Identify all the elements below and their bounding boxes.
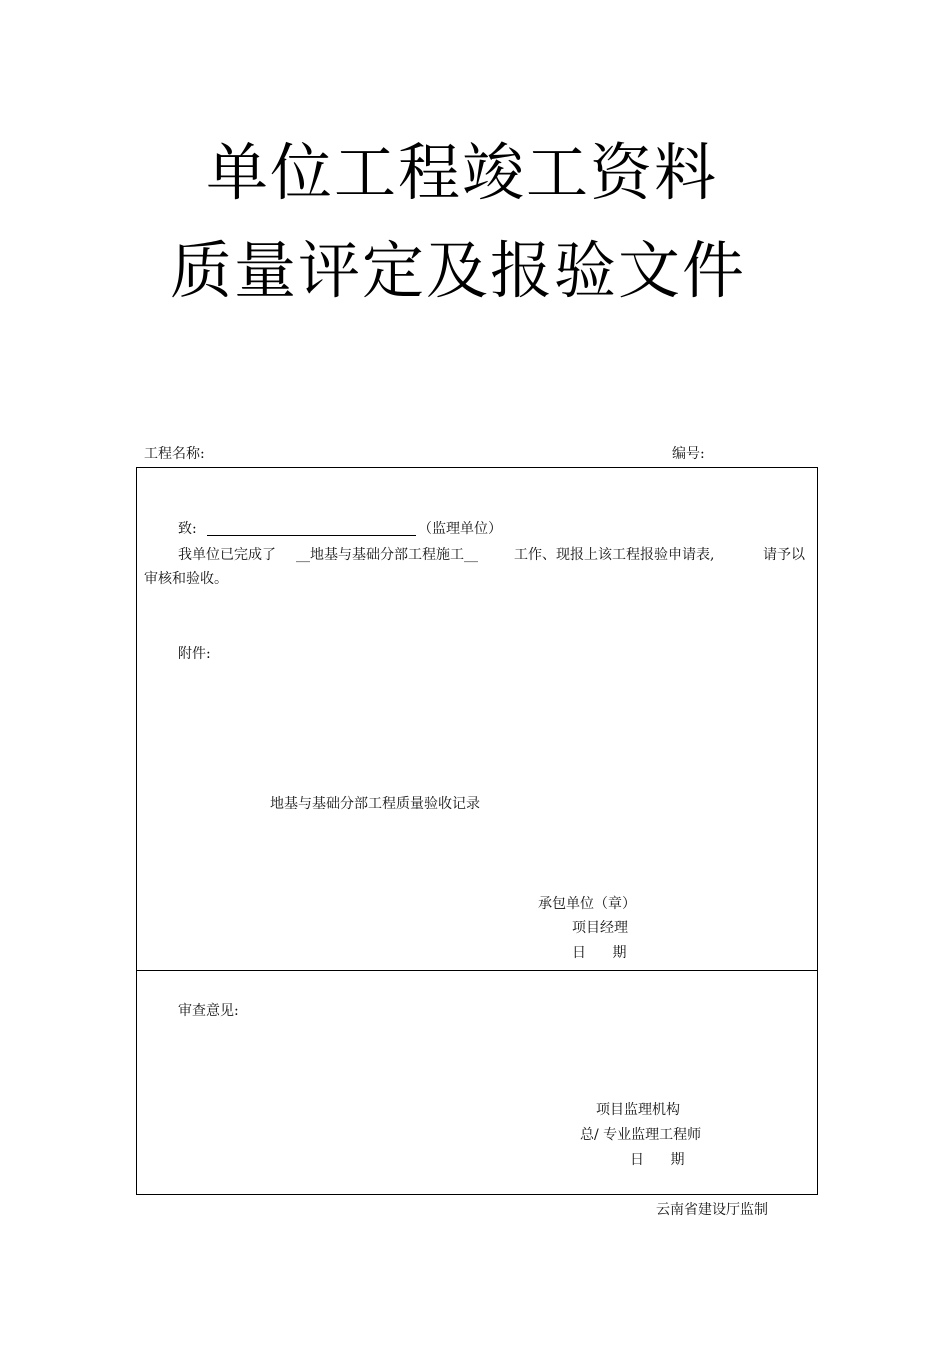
statement-text-part3: 请予以	[763, 547, 805, 563]
project-manager-label: 项目经理	[572, 920, 628, 936]
recipient-prefix: 致:	[178, 521, 197, 537]
recipient-blank-line	[207, 535, 416, 536]
supervising-engineer-label: 总/ 专业监理工程师	[580, 1127, 702, 1143]
submission-date-label: 日 期	[572, 945, 627, 961]
supervision-org-label: 项目监理机构	[596, 1102, 680, 1118]
contractor-seal-label: 承包单位（章）	[538, 896, 636, 912]
document-title-line2: 质量评定及报验文件	[170, 234, 747, 307]
attachment-label: 附件:	[178, 646, 211, 662]
recipient-suffix: （监理单位）	[418, 521, 502, 537]
review-date-label: 日 期	[630, 1152, 685, 1168]
statement-text-part1: 我单位已完成了	[178, 547, 276, 563]
project-name-label: 工程名称:	[144, 446, 205, 462]
review-opinion-label: 审查意见:	[178, 1003, 239, 1019]
application-form-box	[136, 467, 818, 1195]
review-section-divider	[137, 970, 817, 971]
issuer-footer: 云南省建设厅监制	[656, 1202, 768, 1218]
attachment-item: 地基与基础分部工程质量验收记录	[270, 796, 480, 812]
statement-text-line2: 审核和验收。	[144, 571, 228, 587]
statement-work-item: __地基与基础分部工程施工__	[296, 547, 478, 563]
document-number-label: 编号:	[672, 446, 705, 462]
statement-text-part2: 工作、现报上该工程报验申请表,	[514, 547, 715, 563]
document-title-line1: 单位工程竣工资料	[206, 136, 719, 209]
